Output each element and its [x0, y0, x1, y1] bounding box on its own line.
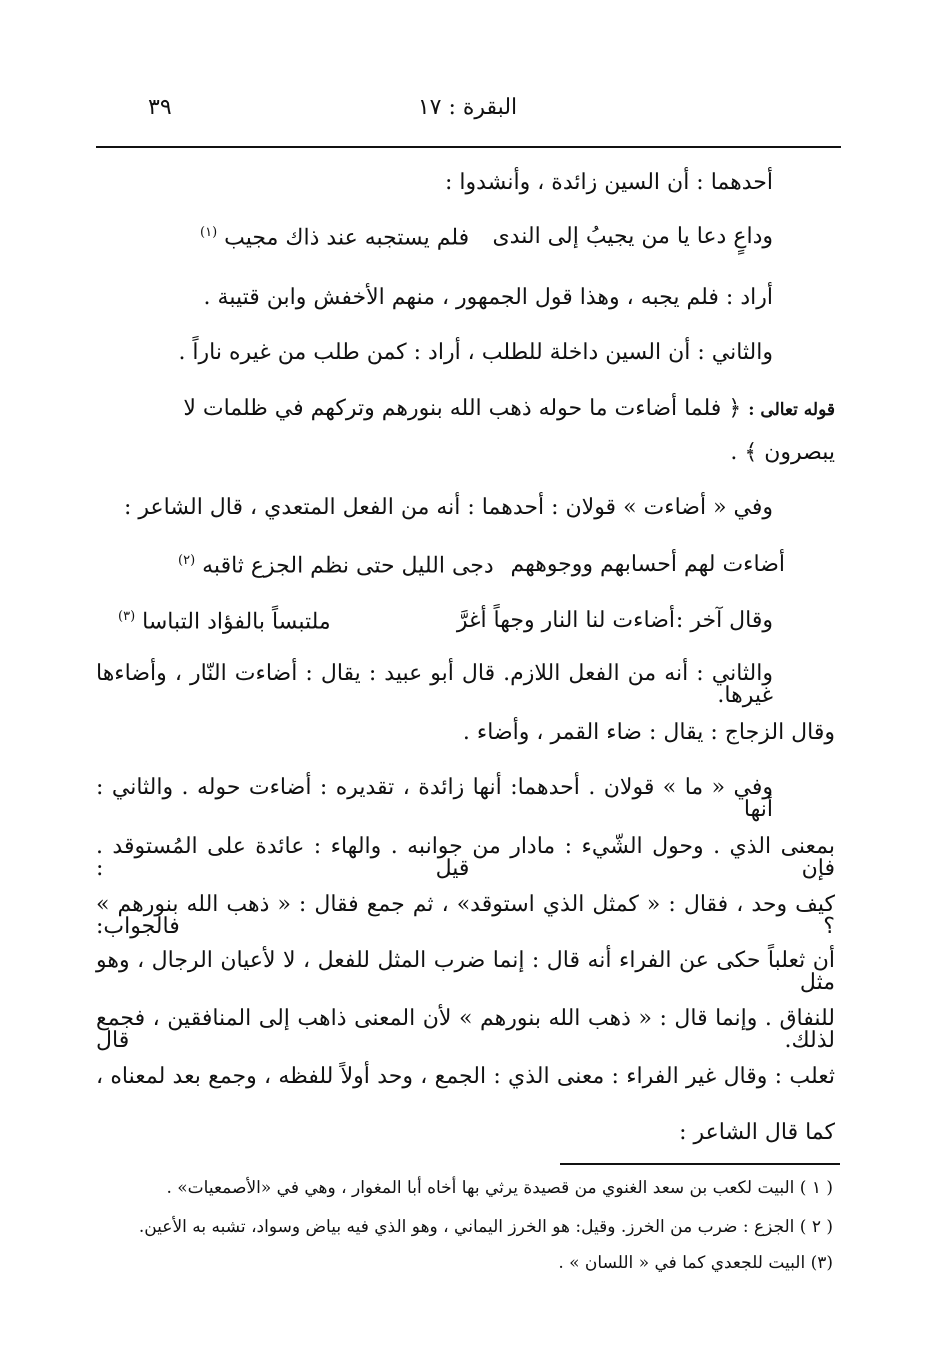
text-line: أراد : فلم يجبه ، وهذا قول الجمهور ، منهم الأخفش وابن قتيبة .: [203, 285, 773, 310]
running-title: البقرة : ١٧: [417, 95, 518, 120]
verse-3-first-hemistich: أضاءت لنا النار وجهاً أغرَّ: [456, 608, 675, 633]
text-line: للنفاق . وإنما قال : « ذهب الله بنورهم » لأن المعنى ذاهب إلى المنافقين ، فجمع لذلك. قال: [96, 1006, 835, 1053]
text-line: والثاني : أن السين داخلة للطلب ، أراد : كمن طلب من غيره ناراً .: [178, 340, 773, 365]
text-line: أحدهما : أن السين زائدة ، وأنشدوا :: [445, 170, 773, 195]
text-line: يبصرون ﴾ .: [730, 440, 835, 465]
verse-2-second-hemistich: [178, 554, 494, 577]
text-line: كما قال الشاعر :: [679, 1120, 835, 1145]
text-line: بمعنى الذي . وحول الشّيء : مادار من جوانبه . والهاء : عائدة على المُستوقد . فإن قيل :: [96, 834, 835, 881]
text-line: وفي « أضاءت » قولان : أحدهما : أنه من الفعل المتعدي ، قال الشاعر :: [124, 495, 773, 520]
verse-2-first-hemistich: أضاءت لهم أحسابهم ووجوههم: [510, 552, 785, 577]
verse-1-second-hemistich: [200, 226, 469, 249]
header-divider: [96, 146, 841, 148]
footnote-ref-1: (١): [200, 225, 218, 240]
verse-quote-line: [96, 398, 835, 420]
verse-1-second-text: فلم يستجبه عند ذاك مجيب: [224, 225, 470, 251]
verse-2-second-text: دجى الليل حتى نظم الجزع ثاقبه: [202, 553, 494, 579]
footnote-divider: [560, 1163, 840, 1165]
footnote-2: ( ٢ ) الجزع : ضرب من الخرز. وقيل: هو الخرز اليماني ، وهو الذي فيه بياض وسواد، تشبه به الأعين.: [138, 1217, 833, 1237]
verse-3-intro: وقال آخر :: [675, 608, 773, 633]
verse-3-second-hemistich: [118, 610, 331, 633]
footnote-ref-3: (٣): [118, 609, 136, 624]
text-line: وقال الزجاج : يقال : ضاء القمر ، وأضاء .: [462, 720, 835, 745]
quran-text: ﴿ فلما أضاءت ما حوله ذهب الله بنورهم وتركهم في ظلمات لا: [183, 396, 742, 421]
text-line: كيف وحد ، فقال : « كمثل الذي استوقد» ، ثم جمع فقال : « ذهب الله بنورهم » ؟ فالجواب:: [96, 892, 835, 939]
quran-label: قوله تعالى :: [748, 400, 835, 420]
text-line: والثاني : أنه من الفعل اللازم. قال أبو عبيد : يقال : أضاءت النّار ، وأضاءها غيرها.: [96, 661, 773, 708]
text-line: ثعلب : وقال غير الفراء : معنى الذي : الجمع ، وحد أولاً للفظه ، وجمع بعد لمعناه ،: [96, 1064, 835, 1089]
footnote-1: ( ١ ) البيت لكعب بن سعد الغنوي من قصيدة يرثي بها أخاه أبا المغوار ، وهي في «الأصمعيات» .: [166, 1178, 833, 1198]
verse-3-second-text: ملتبساً بالفؤاد التباسا: [142, 609, 331, 635]
verse-1-first-hemistich: وداعٍ دعا يا من يجيبُ إلى الندى: [492, 224, 773, 249]
text-line: أن ثعلباً حكى عن الفراء أنه قال : إنما ضرب المثل للفعل ، لا لأعيان الرجال ، وهو مثل: [96, 948, 835, 995]
text-line: وفي « ما » قولان . أحدهما: أنها زائدة ، تقديره : أضاءت حوله . والثاني : أنها: [96, 775, 773, 822]
footnote-3: (٣) البيت للجعدي كما في « اللسان » .: [558, 1253, 833, 1273]
footnote-ref-2: (٢): [178, 553, 196, 568]
page-number: ٣٩: [148, 95, 172, 120]
